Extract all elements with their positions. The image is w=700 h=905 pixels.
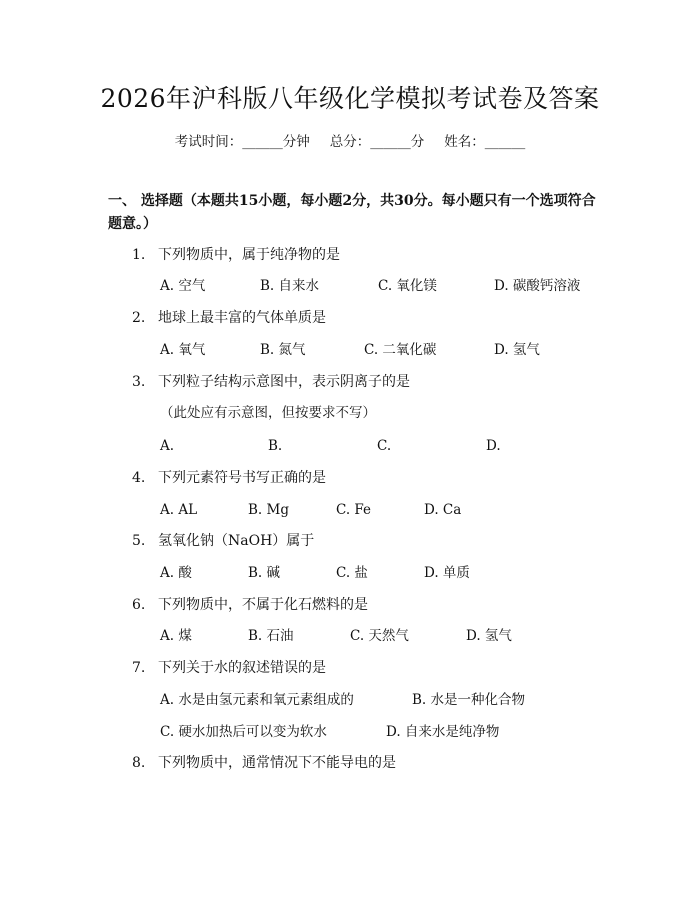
student-name-field: 姓名：______ [444,134,526,150]
question-number: 4. [132,470,146,486]
option-d: D. 单质 [424,565,470,581]
question-stem: 氢氧化钠（NaOH）属于 [158,533,315,549]
question-number: 1. [132,247,146,263]
option-c: C. [377,438,392,454]
exam-time-field: 考试时间：______分钟 [174,134,310,150]
question-number: 3. [132,374,146,390]
option-a: A. 煤 [160,628,192,644]
question-7 [132,658,326,678]
question-number: 7. [132,660,146,676]
option-a: A. 空气 [160,278,206,294]
option-a: A. AL [160,502,198,518]
question-number: 2. [132,310,146,326]
exam-meta-row [0,132,700,152]
option-d: D. 自来水是纯净物 [386,724,500,740]
option-a: A. 氧气 [160,342,206,358]
option-c: C. Fe [336,502,372,518]
question-stem: 下列物质中，通常情况下不能导电的是 [158,755,396,771]
question-stem: 下列物质中，属于纯净物的是 [158,247,340,263]
option-a: A. 酸 [160,565,192,581]
option-a: A. 水是由氢元素和氧元素组成的 [160,692,354,708]
question-stem: 下列粒子结构示意图中，表示阴离子的是 [158,374,410,390]
question-number: 5. [132,533,146,549]
question-stem: 地球上最丰富的气体单质是 [158,310,326,326]
question-stem: 下列物质中，不属于化石燃料的是 [158,597,368,613]
page-title: 2026年沪科版八年级化学模拟考试卷及答案 [100,84,600,113]
question-3 [132,372,410,392]
total-score-field: 总分：______分 [329,134,425,150]
question-8 [132,753,396,773]
question-number: 6. [132,597,146,613]
option-d: D. 氢气 [494,342,540,358]
option-b: B. [268,438,283,454]
option-d: D. 碳酸钙溶液 [494,278,581,294]
question-number: 8. [132,755,146,771]
option-b: B. Mg [248,502,289,518]
section-heading: 一、 选择题（本题共15小题，每小题2分，共30分。每小题只有一个选项符合题意。） [108,193,596,232]
question-stem: 下列关于水的叙述错误的是 [158,660,326,676]
question-4 [132,468,326,488]
option-d: D. 氢气 [466,628,512,644]
option-c: C. 氧化镁 [378,278,437,294]
question-5 [132,531,314,551]
option-c: C. 二氧化碳 [364,342,437,358]
option-a: A. [160,438,175,454]
question-1 [132,245,340,265]
question-2 [132,308,326,328]
option-d: D. Ca [424,502,462,518]
option-b: B. 自来水 [260,278,320,294]
option-b: B. 水是一种化合物 [412,692,526,708]
option-b: B. 石油 [248,628,294,644]
option-c: C. 盐 [336,565,368,581]
option-d: D. [486,438,501,454]
option-b: B. 碱 [248,565,281,581]
option-c: C. 天然气 [350,628,409,644]
option-b: B. 氮气 [260,342,306,358]
diagram-note: （此处应有示意图，但按要求不写） [160,405,376,421]
question-stem: 下列元素符号书写正确的是 [158,470,326,486]
option-c: C. 硬水加热后可以变为软水 [160,724,327,740]
question-6 [132,595,368,615]
